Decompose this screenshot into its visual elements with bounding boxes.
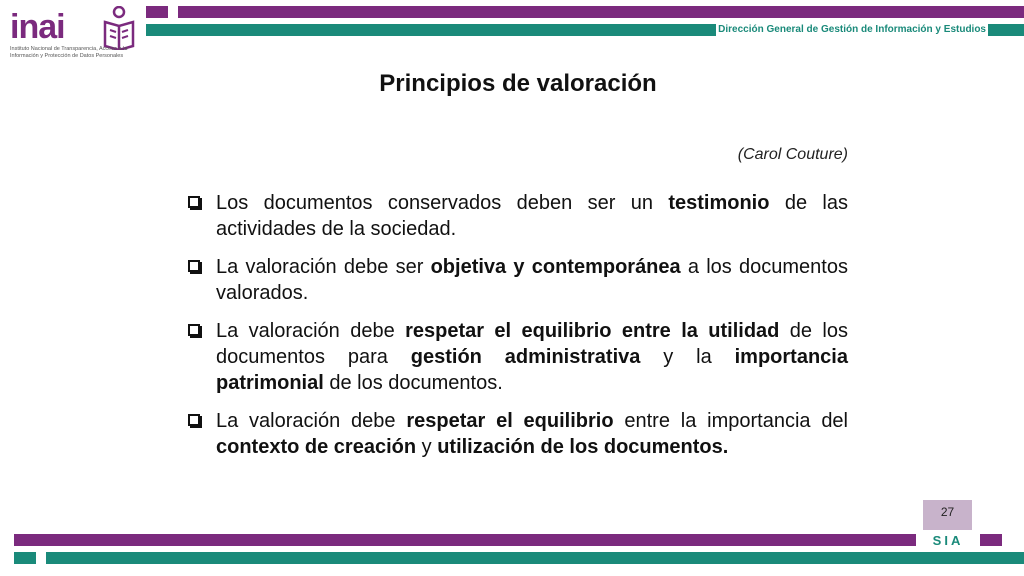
attribution: (Carol Couture) bbox=[737, 146, 848, 163]
bullet-list bbox=[188, 190, 848, 472]
bullet-text: La valoración debe bbox=[216, 410, 407, 432]
checkbox-bullet-icon bbox=[188, 324, 200, 336]
department-label: Dirección General de Gestión de Información y Estudios bbox=[718, 24, 986, 35]
bullet-text-bold: respetar el equilibrio entre la utilidad bbox=[405, 320, 780, 342]
bottom-bar-purple-left bbox=[14, 534, 916, 546]
logo-wordmark: inai bbox=[10, 8, 65, 46]
page-number: 27 bbox=[923, 500, 972, 530]
person-book-icon bbox=[102, 6, 136, 50]
bullet-text: de los documentos. bbox=[323, 372, 503, 394]
bullet-item bbox=[188, 254, 848, 306]
checkbox-bullet-icon bbox=[188, 196, 200, 208]
bullet-text: y bbox=[416, 436, 438, 458]
bullet-text-bold: objetiva y contemporánea bbox=[430, 256, 681, 278]
checkbox-bullet-icon bbox=[188, 260, 200, 272]
bullet-text: de las actividades de la sociedad. bbox=[216, 192, 848, 240]
bottom-bar-teal bbox=[46, 552, 1024, 564]
bullet-text: Los documentos conservados deben ser un bbox=[216, 192, 669, 214]
inai-logo bbox=[10, 4, 140, 68]
bullet-text-bold: gestión administrativa bbox=[410, 346, 641, 368]
bottom-bar-teal-square bbox=[14, 552, 36, 564]
bullet-item bbox=[188, 408, 848, 460]
bullet-text: a los documentos valorados. bbox=[216, 256, 848, 304]
bullet-text-bold: respetar el equilibrio bbox=[406, 410, 614, 432]
bullet-text-bold: importancia patrimonial bbox=[216, 346, 848, 394]
logo-tagline: Instituto Nacional de Transparencia, Acceso a la Información y Protección de Datos Personales bbox=[10, 46, 128, 59]
bullet-text: entre la importancia del bbox=[613, 410, 849, 432]
top-bar-square bbox=[146, 6, 168, 18]
checkbox-bullet-icon bbox=[188, 414, 200, 426]
bullet-text: de los documentos para bbox=[216, 320, 848, 368]
bullet-item bbox=[188, 318, 848, 396]
bullet-text-bold: testimonio bbox=[668, 192, 770, 214]
bullet-item bbox=[188, 190, 848, 242]
bullet-text-bold: utilización de los documentos. bbox=[437, 436, 729, 458]
slide-title: Principios de valoración bbox=[379, 70, 657, 97]
bullet-text: La valoración debe bbox=[216, 320, 406, 342]
system-label: SIA bbox=[920, 532, 976, 550]
bullet-text: y la bbox=[640, 346, 735, 368]
bullet-text-bold: contexto de creación bbox=[216, 436, 417, 458]
bullet-text: La valoración debe ser bbox=[216, 256, 431, 278]
bottom-bar-purple-right bbox=[980, 534, 1002, 546]
top-bar-purple bbox=[178, 6, 1024, 18]
